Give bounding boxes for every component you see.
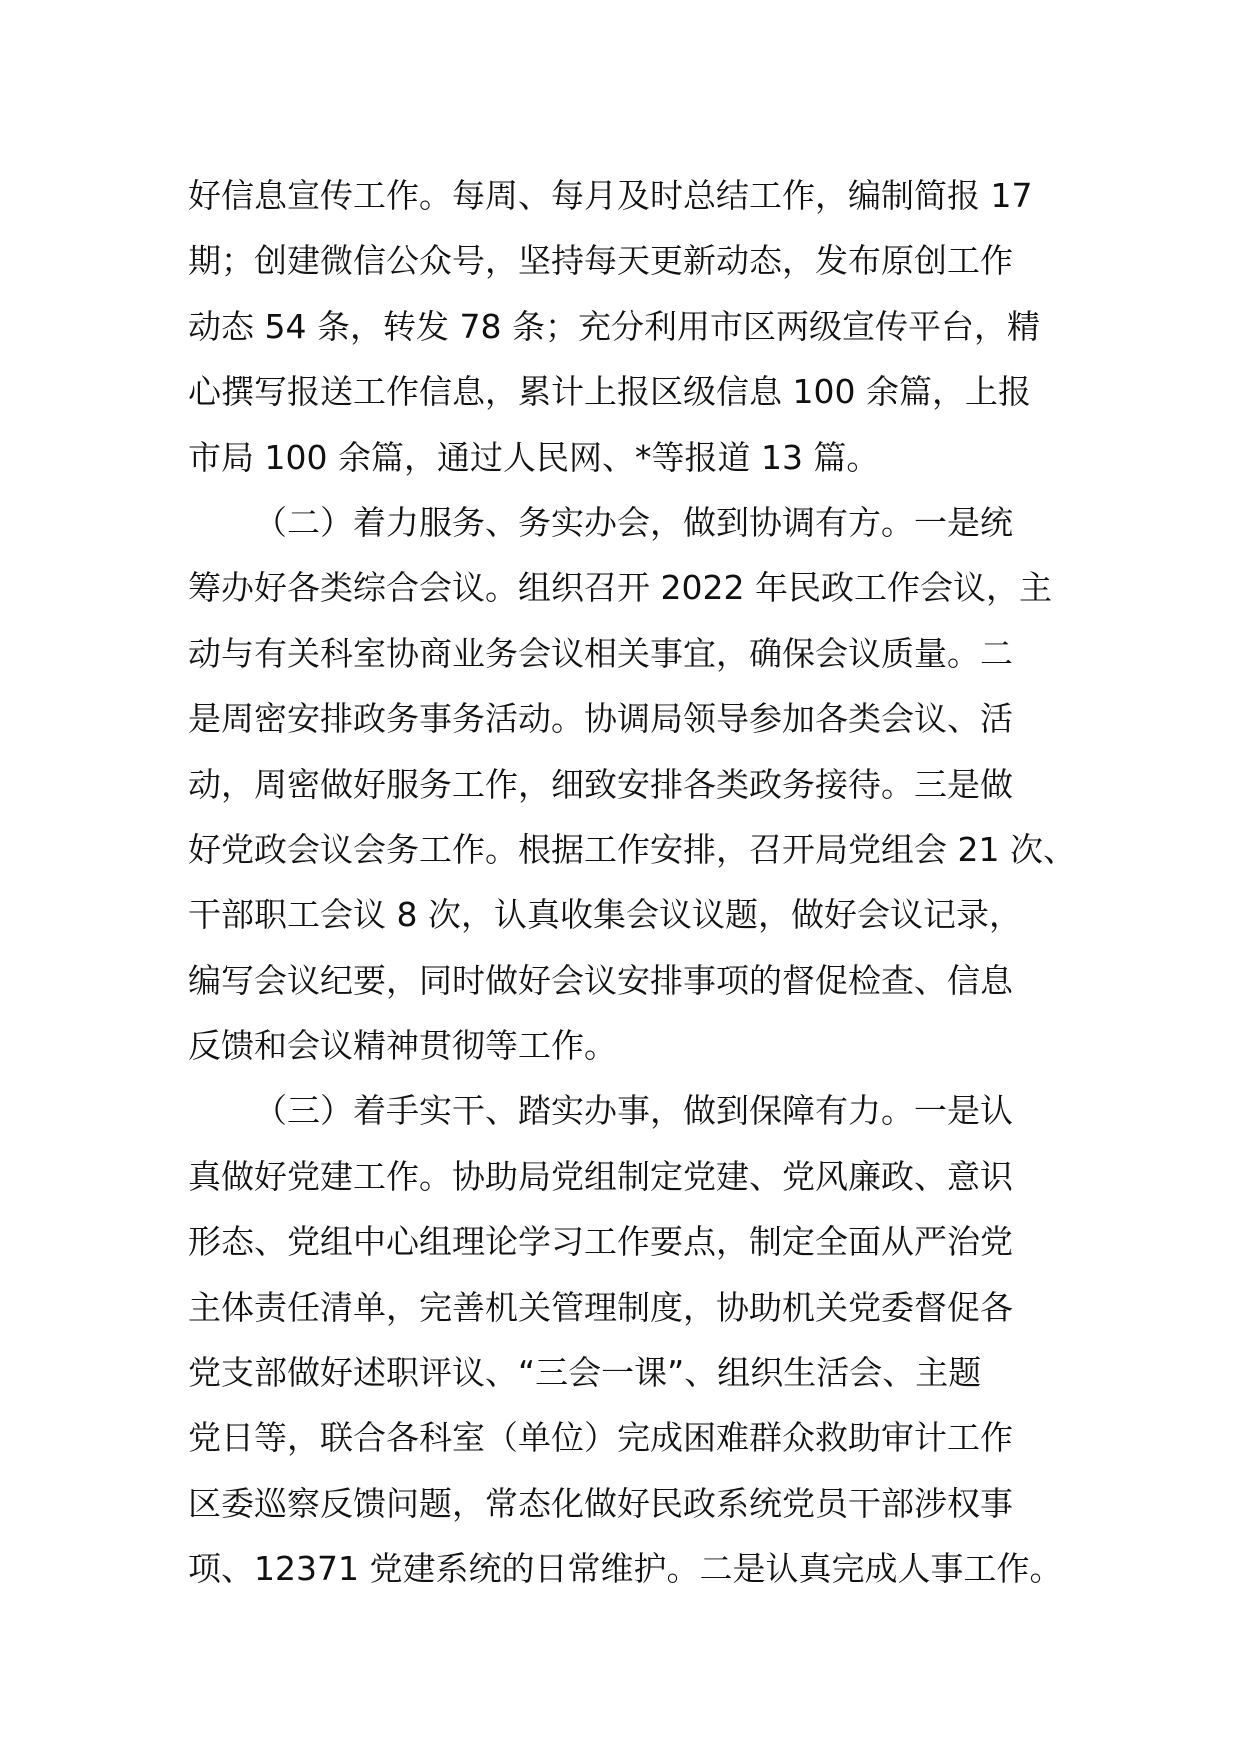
text-line-6: （二）着力服务、务实办会，做到协调有方。一是统 [254, 502, 1013, 542]
text-line-19: 党支部做好述职评议、“三会一课”、组织生活会、主题 [188, 1353, 982, 1393]
text-line-17: 形态、党组中心组理论学习工作要点，制定全面从严治党 [188, 1222, 1013, 1262]
text-line-16: 真做好党建工作。协助局党组制定党建、党风廉政、意识 [188, 1156, 1013, 1196]
text-line-18: 主体责任清单，完善机关管理制度，协助机关党委督促各 [188, 1287, 1013, 1327]
text-line-21: 区委巡察反馈问题，常态化做好民政系统党员干部涉权事 [188, 1483, 1013, 1523]
text-line-20: 党日等，联合各科室（单位）完成困难群众救助审计工作 [188, 1418, 1013, 1458]
text-line-2: 期；创建微信公众号，坚持每天更新动态，发布原创工作 [188, 241, 1013, 281]
text-line-9: 是周密安排政务事务活动。协调局领导参加各类会议、活 [188, 699, 1013, 739]
text-line-4: 心撰写报送工作信息，累计上报区级信息 100 余篇，上报 [188, 372, 1031, 412]
text-line-8: 动与有关科室协商业务会议相关事宜，确保会议质量。二 [188, 633, 1013, 673]
text-line-7: 筹办好各类综合会议。组织召开 2022 年民政工作会议，主 [188, 568, 1052, 608]
text-line-13: 编写会议纪要，同时做好会议安排事项的督促检查、信息 [188, 960, 1013, 1000]
document-body [188, 163, 1078, 1602]
text-line-14: 反馈和会议精神贯彻等工作。 [188, 1026, 617, 1066]
text-line-5: 市局 100 余篇，通过人民网、*等报道 13 篇。 [188, 437, 880, 477]
text-line-11: 好党政会议会务工作。根据工作安排，召开局党组会 21 次、 [188, 829, 1076, 869]
text-line-10: 动，周密做好服务工作，细致安排各类政务接待。三是做 [188, 764, 1013, 804]
text-line-12: 干部职工会议 8 次，认真收集会议议题，做好会议记录， [188, 895, 1022, 935]
text-line-22: 项、12371 党建系统的日常维护。二是认真完成人事工作。 [188, 1549, 1063, 1589]
text-line-1: 好信息宣传工作。每周、每月及时总结工作，编制简报 17 [188, 176, 1033, 215]
text-line-3: 动态 54 条，转发 78 条；充分利用市区两级宣传平台，精 [188, 306, 1040, 346]
text-line-15: （三）着手实干、踏实办事，做到保障有力。一是认 [254, 1091, 1013, 1131]
